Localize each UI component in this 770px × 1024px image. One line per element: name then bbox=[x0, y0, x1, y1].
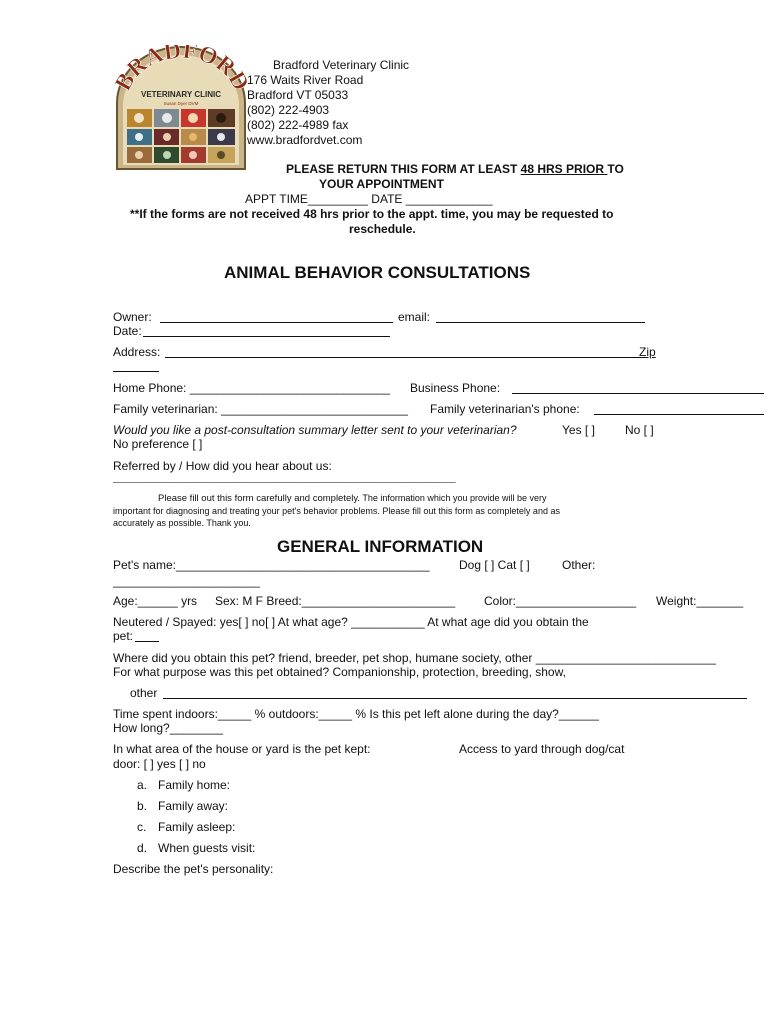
where-obtain-field[interactable]: Where did you obtain this pet? friend, breeder, pet shop, humane society, other ___________________________ bbox=[113, 651, 716, 665]
weight-field[interactable]: Weight:_______ bbox=[656, 594, 744, 608]
age-field[interactable]: Age:______ yrs bbox=[113, 594, 198, 608]
logo-word: BRADFOR bbox=[113, 45, 241, 96]
other-label: Other: bbox=[562, 558, 596, 572]
family-asleep-label: Family asleep: bbox=[158, 820, 236, 834]
family-home-label: Family home: bbox=[158, 778, 231, 792]
home-phone-field[interactable]: Home Phone: ______________________________ bbox=[113, 381, 390, 395]
page-title: ANIMAL BEHAVIOR CONSULTATIONS bbox=[224, 263, 531, 282]
dog-cat-checkboxes[interactable]: Dog [ ] Cat [ ] bbox=[459, 558, 530, 572]
instructions-line1-a: Please fill out this form carefully and completely. bbox=[158, 493, 361, 504]
color-field[interactable]: Color:__________________ bbox=[484, 594, 637, 608]
instructions-line3: accurately as possible. Thank you. bbox=[113, 518, 251, 528]
date-field[interactable] bbox=[143, 336, 390, 337]
area-kept-question: In what area of the house or yard is the pet kept: bbox=[113, 742, 371, 756]
pets-name-field[interactable]: Pet's name:______________________________________ bbox=[113, 558, 430, 572]
return-notice-pre: PLEASE RETURN THIS FORM AT LEAST bbox=[286, 162, 521, 176]
summary-no-checkbox[interactable]: No [ ] bbox=[625, 423, 654, 437]
referred-label: Referred by / How did you hear about us: bbox=[113, 459, 332, 473]
instructions-line1 bbox=[158, 493, 546, 504]
zip-label: Zip bbox=[639, 345, 656, 359]
family-vet-field[interactable]: Family veterinarian: ____________________________ bbox=[113, 402, 408, 416]
address-field[interactable] bbox=[165, 357, 640, 358]
appt-time-date[interactable]: APPT TIME_________ DATE _____________ bbox=[245, 192, 493, 206]
guests-visit-label: When guests visit: bbox=[158, 841, 256, 855]
instructions-line1-b: The information which you provide will be very bbox=[360, 493, 547, 503]
warning-line2: reschedule. bbox=[349, 222, 416, 236]
logo-doctor: Susan Dyer DVM bbox=[163, 101, 199, 106]
business-phone-field[interactable] bbox=[512, 393, 764, 394]
zip-field[interactable] bbox=[113, 371, 159, 372]
list-marker-a: a. bbox=[137, 778, 148, 792]
referred-field[interactable]: _____________________________________________________________________________ bbox=[113, 474, 456, 483]
clinic-fax: (802) 222-4989 fax bbox=[247, 118, 349, 132]
clinic-logo bbox=[113, 45, 249, 171]
personality-question: Describe the pet's personality: bbox=[113, 862, 274, 876]
list-marker-d: d. bbox=[137, 841, 148, 855]
list-marker-c: c. bbox=[137, 820, 147, 834]
time-spent-field[interactable]: Time spent indoors:_____ % outdoors:_____ % Is this pet left alone during the day?______ bbox=[113, 707, 599, 721]
clinic-phone: (802) 222-4903 bbox=[247, 103, 330, 117]
other-purpose-label: other bbox=[130, 686, 158, 700]
clinic-website: www.bradfordvet.com bbox=[247, 133, 363, 147]
pet-obtain-age-field[interactable] bbox=[135, 641, 159, 642]
pet-label: pet: bbox=[113, 629, 134, 643]
sex-breed-field[interactable]: Sex: M F Breed:_______________________ bbox=[215, 594, 456, 608]
email-field[interactable] bbox=[436, 322, 645, 323]
neutered-field[interactable]: Neutered / Spayed: yes[ ] no[ ] At what age? ___________ At what age did you obtain the bbox=[113, 615, 589, 629]
clinic-address-line1: 176 Waits River Road bbox=[247, 73, 364, 87]
return-notice-post: TO bbox=[607, 162, 624, 176]
family-away-label: Family away: bbox=[158, 799, 229, 813]
section-heading-general: GENERAL INFORMATION bbox=[277, 537, 484, 556]
no-preference-checkbox[interactable]: No preference [ ] bbox=[113, 437, 203, 451]
clinic-address-line2: Bradford VT 05033 bbox=[247, 88, 349, 102]
address-label: Address: bbox=[113, 345, 161, 359]
animal-grid-icon bbox=[127, 109, 235, 163]
family-vet-phone-label: Family veterinarian's phone: bbox=[430, 402, 580, 416]
other-field[interactable]: ______________________ bbox=[113, 574, 260, 588]
warning-line1: **If the forms are not received 48 hrs prior to the appt. time, you may be requested to bbox=[130, 207, 614, 221]
owner-field[interactable] bbox=[160, 322, 393, 323]
other-purpose-field[interactable] bbox=[163, 698, 747, 699]
list-marker-b: b. bbox=[137, 799, 148, 813]
door-checkboxes[interactable]: door: [ ] yes [ ] no bbox=[113, 757, 206, 771]
clinic-name: Bradford Veterinary Clinic bbox=[273, 58, 410, 72]
return-notice-underlined: 48 HRS PRIOR bbox=[520, 162, 608, 176]
instructions-line2: important for diagnosing and treating your pet's behavior problems. Please fill out this form as completely and as bbox=[113, 506, 560, 516]
email-label: email: bbox=[398, 310, 431, 324]
date-label: Date: bbox=[113, 324, 142, 338]
summary-yes-checkbox[interactable]: Yes [ ] bbox=[562, 423, 595, 437]
logo-subtitle: VETERINARY CLINIC bbox=[140, 90, 222, 99]
purpose-question: For what purpose was this pet obtained? Companionship, protection, breeding, show, bbox=[113, 665, 566, 679]
family-vet-phone-field[interactable] bbox=[594, 414, 764, 415]
how-long-field[interactable]: How long?________ bbox=[113, 721, 224, 735]
owner-label: Owner: bbox=[113, 310, 152, 324]
summary-question: Would you like a post-consultation summary letter sent to your veterinarian? bbox=[113, 423, 517, 437]
return-notice-line2: YOUR APPOINTMENT bbox=[319, 177, 444, 191]
return-notice-line1 bbox=[286, 162, 624, 176]
business-phone-label: Business Phone: bbox=[410, 381, 501, 395]
access-yard-question: Access to yard through dog/cat bbox=[459, 742, 625, 756]
